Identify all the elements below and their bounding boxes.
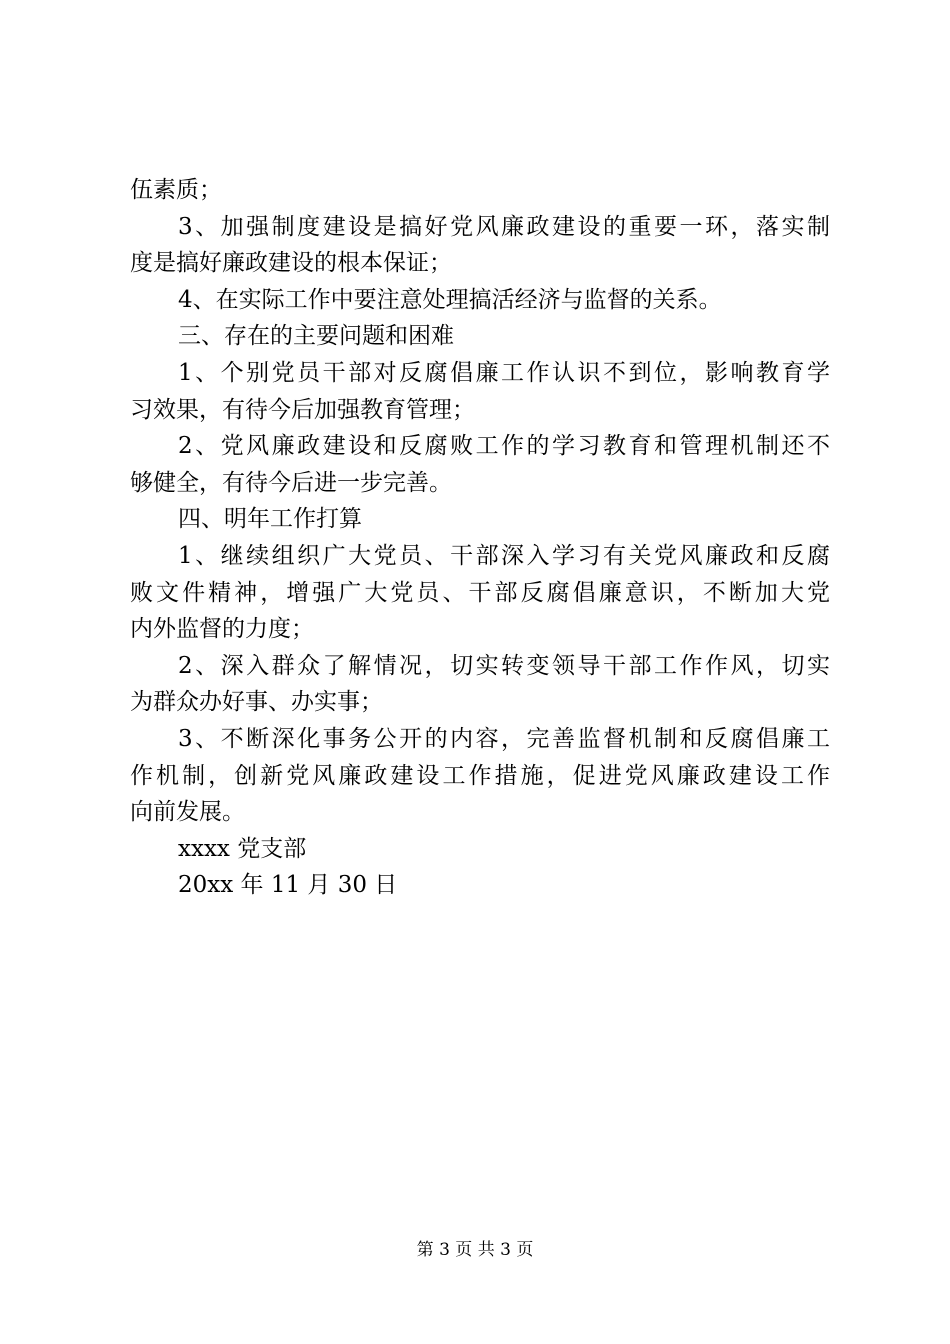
document-line: 为群众办好事、办实事； bbox=[130, 689, 383, 716]
document-line: 作机制，创新党风廉政建设工作措施，促进党风廉政建设工作 bbox=[130, 762, 830, 789]
document-line: 败文件精神，增强广大党员、干部反腐倡廉意识，不断加大党 bbox=[130, 579, 830, 606]
document-line: 1、个别党员干部对反腐倡廉工作认识不到位，影响教育学 bbox=[178, 359, 830, 386]
document-line: 内外监督的力度； bbox=[130, 616, 314, 643]
document-line: xxxx 党支部 bbox=[178, 835, 307, 862]
document-line: 向前发展。 bbox=[130, 799, 245, 826]
document-line: 2、党风廉政建设和反腐败工作的学习教育和管理机制还不 bbox=[178, 433, 830, 460]
document-line: 习效果，有待今后加强教育管理； bbox=[130, 396, 475, 423]
document-line: 3、加强制度建设是搞好党风廉政建设的重要一环，落实制 bbox=[178, 213, 830, 240]
document-line: 四、明年工作打算 bbox=[178, 506, 362, 533]
document-line: 伍素质； bbox=[130, 177, 222, 203]
document-line: 够健全，有待今后进一步完善。 bbox=[130, 469, 452, 496]
document-line: 三、存在的主要问题和困难 bbox=[178, 323, 454, 350]
document-line: 2、深入群众了解情况，切实转变领导干部工作作风，切实 bbox=[178, 652, 830, 679]
page-footer: 第 3 页 共 3 页 bbox=[416, 1240, 534, 1260]
document-line: 4、在实际工作中要注意处理搞活经济与监督的关系。 bbox=[178, 286, 722, 313]
document-body bbox=[130, 172, 830, 904]
document-line: 20xx 年 11 月 30 日 bbox=[178, 872, 398, 899]
document-line: 3、不断深化事务公开的内容，完善监督机制和反腐倡廉工 bbox=[178, 725, 830, 752]
document-line: 1、继续组织广大党员、干部深入学习有关党风廉政和反腐 bbox=[178, 542, 830, 569]
document-line: 度是搞好廉政建设的根本保证； bbox=[130, 250, 452, 277]
